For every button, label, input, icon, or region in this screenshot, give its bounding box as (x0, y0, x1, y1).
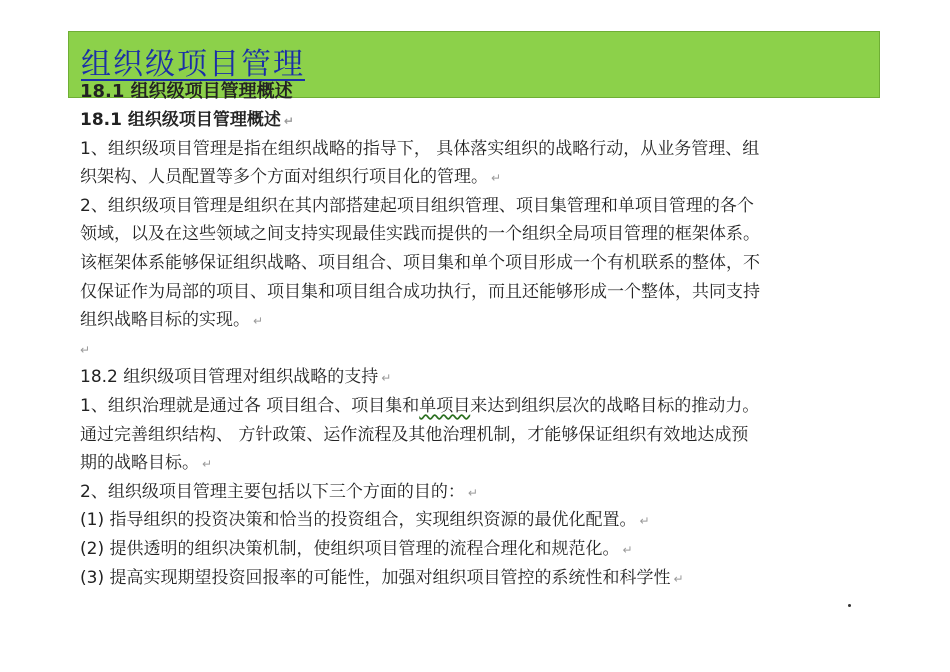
grammar-underlined-text: 单项目 (419, 395, 471, 416)
section-1-heading: 18.1 组织级项目管理概述 ↵ (80, 110, 294, 130)
list-item-3: (3) 提高实现期望投资回报率的可能性，加强对组织项目管控的系统性和科学性 ↵ (80, 567, 684, 588)
section-1-paragraph-2-line-2: 领域，以及在这些领域之间支持实现最佳实践而提供的一个组织全局项目管理的框架体系。 (80, 224, 760, 245)
paragraph-mark-icon: ↵ (283, 114, 294, 128)
list-item-2: (2) 提供透明的组织决策机制，使组织项目管理的流程合理化和规范化。 ↵ (80, 538, 633, 559)
clipped-heading-text: 18.1 组织级项目管理概述 (80, 81, 293, 102)
paragraph-mark-icon: ↵ (673, 571, 684, 586)
document-body (80, 106, 850, 592)
section-1-paragraph-2-line-4: 仅保证作为局部的项目、项目集和项目组合成功执行，而且还能够形成一个整体，共同支持 (80, 281, 760, 302)
paragraph-mark-icon: ↵ (491, 171, 502, 186)
paragraph-mark-icon: ↵ (253, 314, 264, 329)
empty-paragraph (80, 335, 850, 364)
section-2-paragraph-1-line-1: 1、组织治理就是通过各 项目组合、项目集和单项目来达到组织层次的战略目标的推动力。 (80, 395, 760, 416)
section-2-paragraph-2-intro: 2、组织级项目管理主要包括以下三个方面的目的： ↵ (80, 481, 478, 502)
page-title: 组织级项目管理 (81, 47, 305, 82)
section-2-paragraph-1-line-2: 通过完善组织结构、 方针政策、运作流程及其他治理机制，才能够保证组织有效地达成预 (80, 424, 749, 445)
section-1-paragraph-2-line-5: 组织战略目标的实现。 ↵ (80, 310, 264, 331)
paragraph-mark-icon: ↵ (80, 342, 91, 357)
paragraph-mark-icon: ↵ (639, 514, 650, 529)
clipped-heading-line (80, 81, 300, 102)
section-2-heading: 18.2 组织级项目管理对组织战略的支持 ↵ (80, 367, 392, 388)
paragraph-mark-icon: ↵ (467, 485, 478, 500)
paragraph-mark-icon: ↵ (622, 542, 633, 557)
section-1-paragraph-2-line-3: 该框架体系能够保证组织战略、项目组合、项目集和单个项目形成一个有机联系的整体，不 (80, 252, 760, 273)
decorative-dot (848, 604, 851, 607)
section-1-paragraph-1-line-2: 织架构、人员配置等多个方面对组织行项目化的管理。 ↵ (80, 167, 502, 188)
section-1-paragraph-2-line-1: 2、组织级项目管理是组织在其内部搭建起项目组织管理、项目集管理和单项目管理的各个 (80, 195, 754, 216)
section-2-paragraph-1-line-3: 期的战略目标。 ↵ (80, 453, 213, 474)
paragraph-mark-icon: ↵ (202, 457, 213, 472)
paragraph-mark-icon: ↵ (381, 371, 392, 386)
list-item-1: (1) 指导组织的投资决策和恰当的投资组合，实现组织资源的最优化配置。 ↵ (80, 510, 650, 531)
section-1-paragraph-1-line-1: 1、组织级项目管理是指在组织战略的指导下， 具体落实组织的战略行动，从业务管理、组 (80, 138, 760, 159)
